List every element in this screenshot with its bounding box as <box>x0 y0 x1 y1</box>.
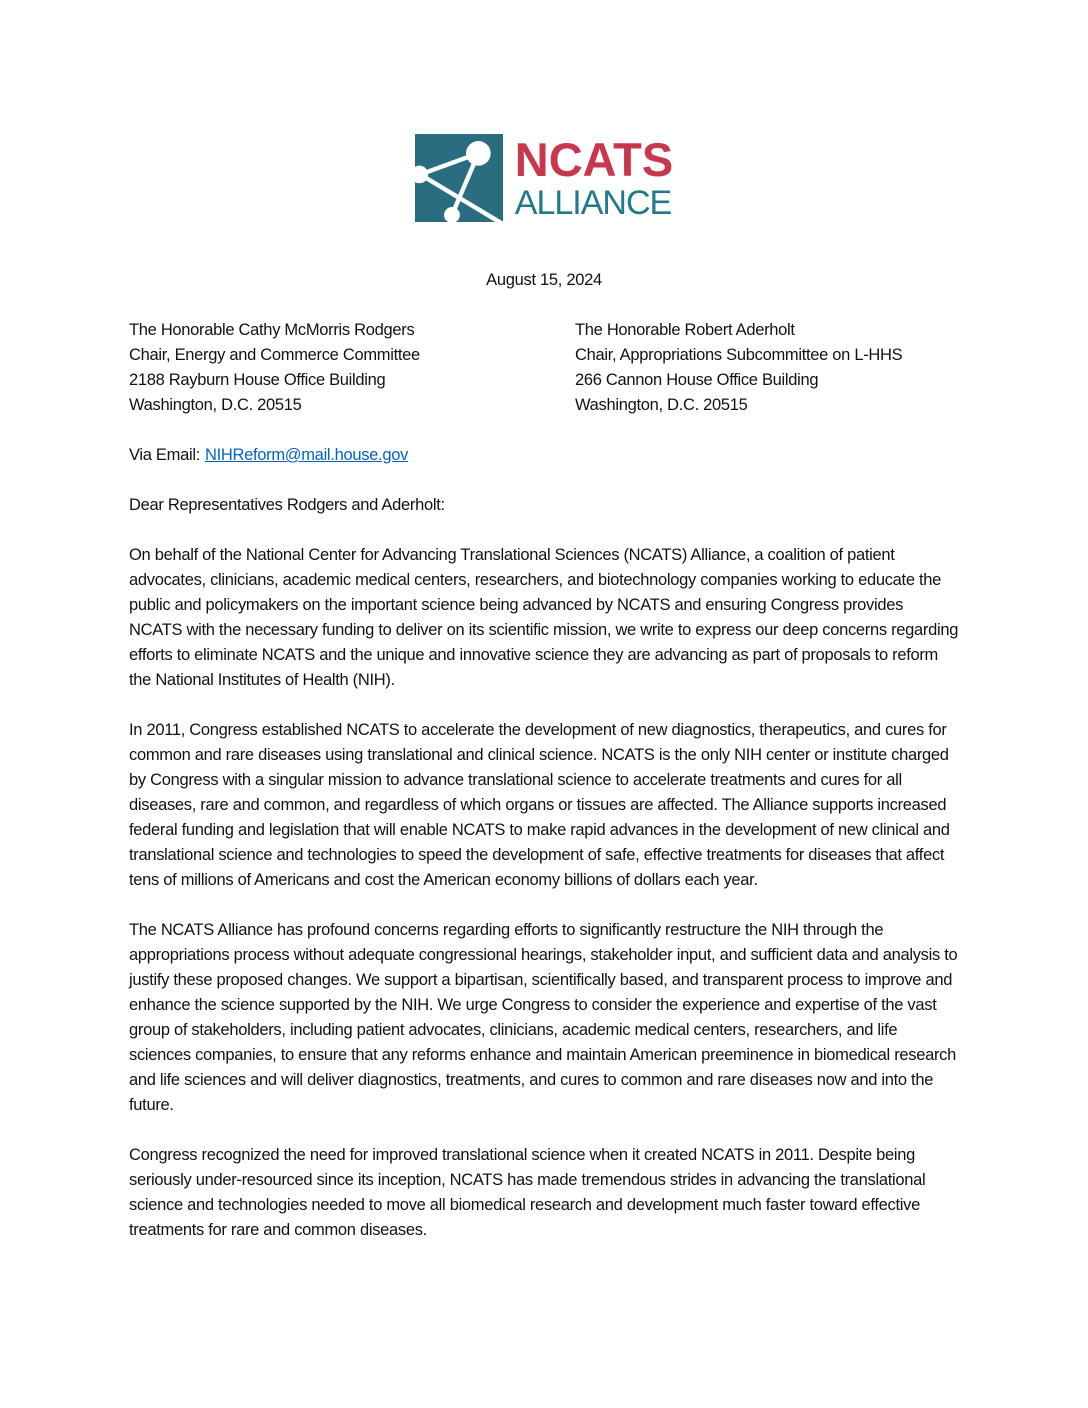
recipient-city: Washington, D.C. 20515 <box>129 396 302 414</box>
molecule-network-icon <box>415 134 503 222</box>
logo-wordmark <box>514 133 674 222</box>
via-email-label: Via Email: <box>129 446 200 464</box>
salutation: Dear Representatives Rodgers and Aderholt: <box>129 496 445 514</box>
recipient-addresses <box>129 318 959 418</box>
ncats-alliance-logo <box>0 134 1088 222</box>
recipient-title: Chair, Appropriations Subcommittee on L-HHS <box>575 346 903 364</box>
via-email-line <box>129 443 959 468</box>
recipient-title: Chair, Energy and Commerce Committee <box>129 346 420 364</box>
paragraph-2: In 2011, Congress established NCATS to accelerate the development of new diagnostics, therapeutics, and cures for common and rare diseases using translational and clinical science. NCATS is the only NIH center or institute charged by Congress with a singular mission to advance translational science to accelerate treatments and cures for all diseases, rare and common, and regardless of which organs or tissues are affected. The Alliance supports increased federal funding and legislation that will enable NCATS to make rapid advances in the development of new clinical and translational science and technologies to speed the development of safe, effective treatments for diseases that affect tens of millions of Americans and cost the American economy billions of dollars each year. <box>129 721 950 889</box>
paragraph-3: The NCATS Alliance has profound concerns regarding efforts to significantly restructure the NIH through the appropriations process without adequate congressional hearings, stakeholder input, and sufficient data and analysis to justify these proposed changes. We support a bipartisan, scientifically based, and transparent process to improve and enhance the science supported by the NIH. We urge Congress to consider the experience and expertise of the vast group of stakeholders, including patient advocates, clinicians, academic medical centers, researchers, and life sciences companies, to ensure that any reforms enhance and maintain American preeminence in biomedical research and life sciences and will deliver diagnostics, treatments, and cures to common and rare diseases now and into the future. <box>129 921 958 1114</box>
email-link[interactable]: NIHReform@mail.house.gov <box>204 446 409 464</box>
recipient-street: 266 Cannon House Office Building <box>575 371 819 389</box>
logo-ncats-text: NCATS <box>514 133 674 186</box>
recipient-name: The Honorable Robert Aderholt <box>575 321 795 339</box>
recipient-address-aderholt <box>575 318 959 418</box>
recipient-city: Washington, D.C. 20515 <box>575 396 748 414</box>
letter-content <box>129 268 959 1243</box>
recipient-street: 2188 Rayburn House Office Building <box>129 371 386 389</box>
recipient-address-rodgers <box>129 318 575 418</box>
logo-alliance-text: ALLIANCE <box>514 184 672 222</box>
recipient-name: The Honorable Cathy McMorris Rodgers <box>129 321 415 339</box>
paragraph-4: Congress recognized the need for improved translational science when it created NCATS in 2011. Despite being seriously under-resourced since its inception, NCATS has made tremendous strides in advancing the translational science and technologies needed to move all biomedical research and development much faster toward effective treatments for rare and common diseases. <box>129 1146 926 1239</box>
paragraph-1: On behalf of the National Center for Advancing Translational Sciences (NCATS) Alliance, a coalition of patient advocates, clinicians, academic medical centers, researchers, and biotechnology companies working to educate the public and policymakers on the important science being advanced by NCATS and ensuring Congress provides NCATS with the necessary funding to deliver on its scientific mission, we write to express our deep concerns regarding efforts to eliminate NCATS and the unique and innovative science they are advancing as part of proposals to reform the National Institutes of Health (NIH). <box>129 546 959 689</box>
letter-date: August 15, 2024 <box>486 271 602 289</box>
